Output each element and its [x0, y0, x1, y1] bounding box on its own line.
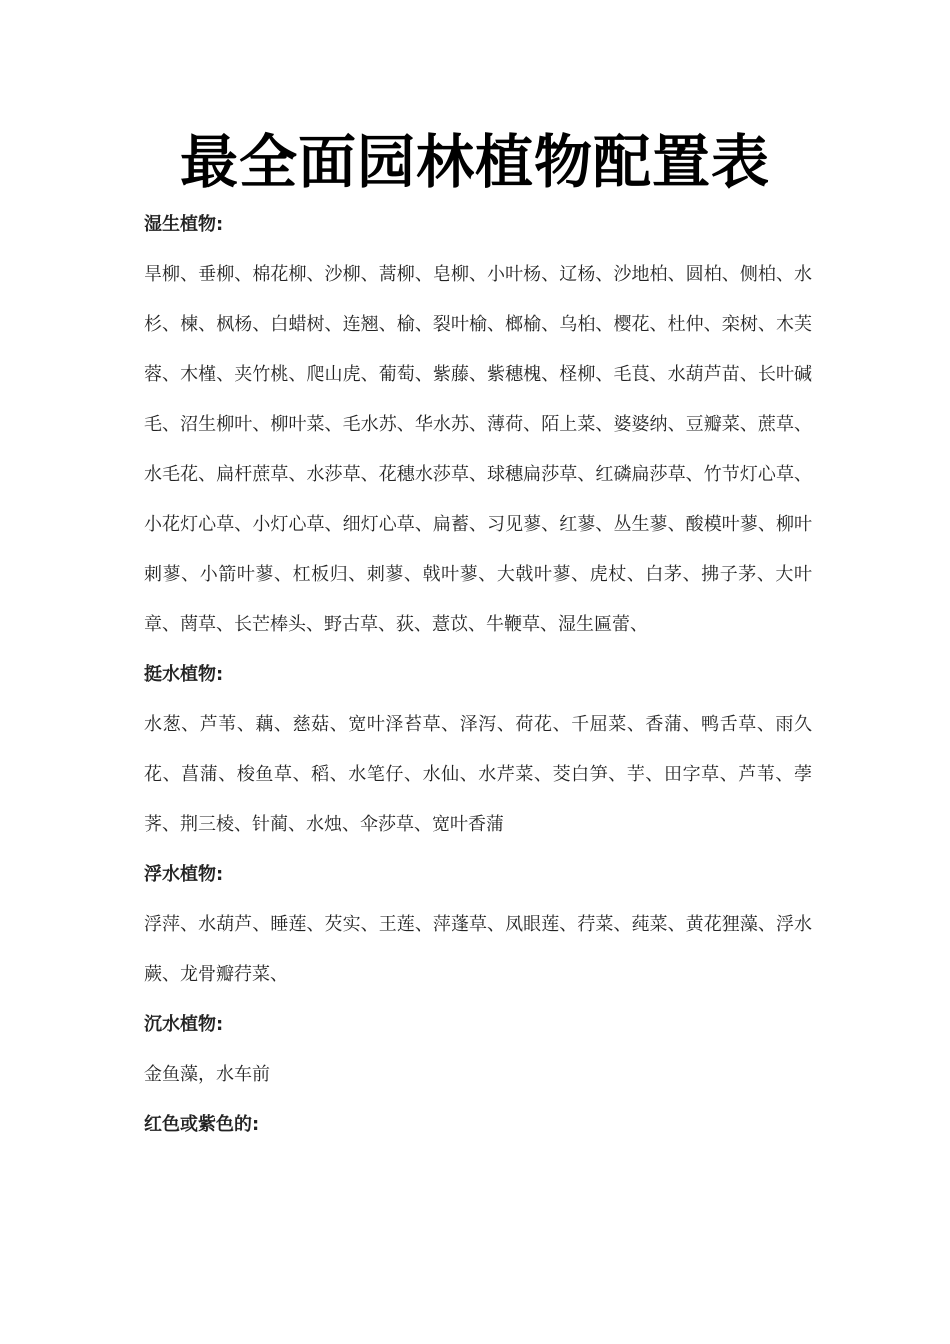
section-heading: 挺水植物:: [144, 664, 224, 685]
document-title: 最全面园林植物配置表: [179, 128, 770, 196]
section-wetland-plants: [144, 200, 812, 650]
section-heading: 湿生植物:: [144, 214, 224, 235]
section-floating-plants: [144, 850, 812, 1000]
section-heading: 沉水植物:: [144, 1014, 224, 1035]
section-heading: 浮水植物:: [144, 864, 224, 885]
section-heading: 红色或紫色的:: [144, 1114, 260, 1135]
section-submerged-plants: [144, 1000, 812, 1100]
section-emergent-plants: [144, 650, 812, 850]
section-text: 浮萍、水葫芦、睡莲、芡实、王莲、萍蓬草、凤眼莲、荇菜、莼菜、黄花狸藻、浮水蕨、龙骨瓣荇菜、: [144, 914, 812, 985]
section-red-purple: [144, 1100, 812, 1150]
section-text: 水葱、芦苇、藕、慈菇、宽叶泽苔草、泽泻、荷花、千屈菜、香蒲、鸭舌草、雨久花、菖蒲、梭鱼草、稻、水笔仔、水仙、水芹菜、茭白笋、芋、田字草、芦苇、荸荠、荆三棱、针蔺、水烛、伞莎草、宽叶香蒲: [144, 714, 812, 835]
section-text: 金鱼藻，水车前: [144, 1064, 270, 1085]
document-body: [144, 200, 812, 1150]
section-text: 旱柳、垂柳、棉花柳、沙柳、蒿柳、皂柳、小叶杨、辽杨、沙地柏、圆柏、侧柏、水杉、楝、枫杨、白蜡树、连翘、榆、裂叶榆、榔榆、乌桕、樱花、杜仲、栾树、木芙蓉、木槿、夹竹桃、爬山虎、葡萄、紫藤、紫穗槐、柽柳、毛茛、水葫芦苗、长叶碱毛、沼生柳叶、柳叶菜、毛水苏、华水苏、薄荷、陌上菜、婆婆纳、豆瓣菜、蔗草、水毛花、扁杆蔗草、水莎草、花穗水莎草、球穗扁莎草、红磷扁莎草、竹节灯心草、小花灯心草、小灯心草、细灯心草、扁蓄、习见蓼、红蓼、丛生蓼、酸模叶蓼、柳叶刺蓼、小箭叶蓼、杠板归、刺蓼、戟叶蓼、大戟叶蓼、虎杖、白茅、拂子茅、大叶章、菵草、长芒棒头、野古草、荻、薏苡、牛鞭草、湿生匾蕾、: [144, 264, 812, 635]
